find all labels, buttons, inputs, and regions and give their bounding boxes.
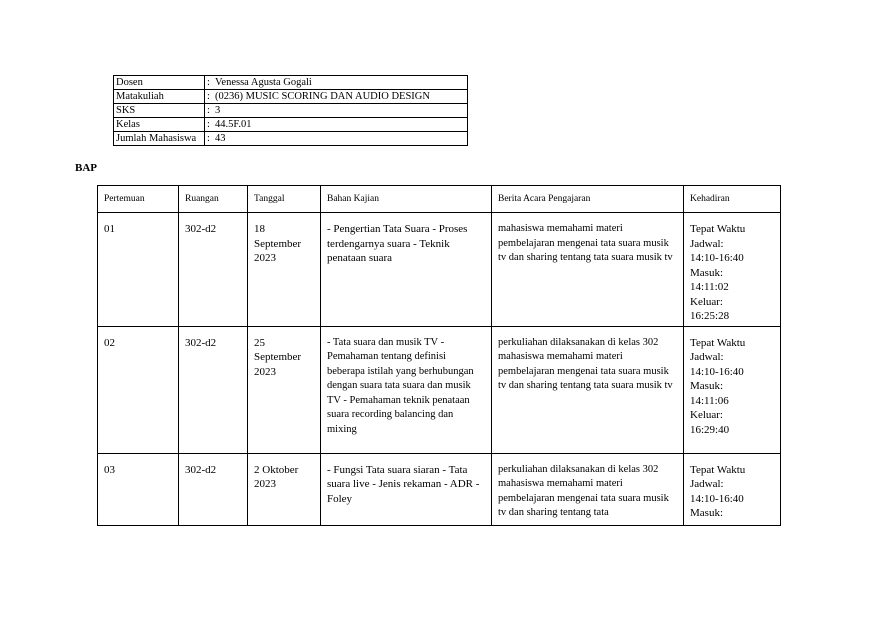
kehadiran-jadwal-time: 14:10-16:40 (690, 252, 744, 264)
kehadiran-keluar-time: 16:29:40 (690, 423, 730, 436)
info-value: (0236) MUSIC SCORING DAN AUDIO DESIGN (213, 90, 468, 104)
info-separator: : (205, 104, 214, 118)
cell-berita-acara: perkuliahan dilaksanakan di kelas 302 mahasiswa memahami materi pembelajaran mengenai tata suara musik tv dan sharing tentang tata suara musik tv (492, 326, 684, 453)
table-row (98, 453, 781, 525)
header-berita-acara: Berita Acara Pengajaran (492, 186, 684, 213)
bap-title: BAP (75, 162, 97, 174)
table-row (98, 326, 781, 453)
info-label: SKS (114, 104, 205, 118)
cell-bahan-kajian: - Fungsi Tata suara siaran - Tata suara live - Jenis rekaman - ADR - Foley (321, 453, 492, 525)
kehadiran-keluar-label: Keluar: (690, 295, 723, 308)
info-row-dosen (114, 76, 468, 90)
cell-kehadiran (684, 213, 781, 327)
cell-tanggal: 25 September 2023 (248, 326, 321, 453)
cell-ruangan: 302-d2 (179, 326, 248, 453)
header-pertemuan: Pertemuan (98, 186, 179, 213)
info-separator: : (205, 118, 214, 132)
kehadiran-keluar-label: Keluar: (690, 409, 723, 421)
kehadiran-jadwal-time: 14:10-16:40 (690, 492, 744, 505)
kehadiran-masuk-label: Masuk: (690, 266, 723, 279)
kehadiran-jadwal-label: Jadwal: (690, 351, 724, 363)
info-value: 44.5F.01 (213, 118, 468, 132)
info-row-jumlah-mahasiswa (114, 132, 468, 146)
cell-pertemuan: 03 (98, 453, 179, 525)
info-row-kelas (114, 118, 468, 132)
kehadiran-status: Tepat Waktu (690, 336, 746, 349)
cell-tanggal: 18 September 2023 (248, 213, 321, 327)
cell-pertemuan: 02 (98, 326, 179, 453)
header-bahan-kajian: Bahan Kajian (321, 186, 492, 213)
cell-ruangan: 302-d2 (179, 453, 248, 525)
kehadiran-keluar-time: 16:25:28 (690, 310, 730, 322)
cell-bahan-kajian: - Pengertian Tata Suara - Proses terdengarnya suara - Teknik penataan suara (321, 213, 492, 327)
cell-kehadiran (684, 453, 781, 525)
cell-bahan-kajian: - Tata suara dan musik TV - Pemahaman tentang definisi beberapa istilah yang berhubungan dengan suara tata suara dan musik TV - Pemahaman teknik penataan suara recording balancing dan mixing (321, 326, 492, 453)
info-value: 3 (213, 104, 468, 118)
info-row-sks (114, 104, 468, 118)
kehadiran-jadwal-label: Jadwal: (690, 478, 724, 490)
kehadiran-masuk-label: Masuk: (690, 380, 723, 392)
bap-header-row (98, 186, 781, 213)
cell-kehadiran (684, 326, 781, 453)
kehadiran-jadwal-label: Jadwal: (690, 237, 724, 250)
info-value: Venessa Agusta Gogali (213, 76, 468, 90)
header-ruangan: Ruangan (179, 186, 248, 213)
kehadiran-status: Tepat Waktu (690, 463, 746, 476)
info-label: Kelas (114, 118, 205, 132)
bap-table (97, 185, 781, 526)
info-value: 43 (213, 132, 468, 146)
kehadiran-jadwal-time: 14:10-16:40 (690, 365, 744, 378)
info-label: Matakuliah (114, 90, 205, 104)
kehadiran-masuk-time: 14:11:06 (690, 394, 729, 407)
info-label: Jumlah Mahasiswa (114, 132, 205, 146)
cell-pertemuan: 01 (98, 213, 179, 327)
info-separator: : (205, 76, 214, 90)
cell-berita-acara: mahasiswa memahami materi pembelajaran mengenai tata suara musik tv dan sharing tentang tata suara musik tv (492, 213, 684, 327)
table-row (98, 213, 781, 327)
cell-berita-acara: perkuliahan dilaksanakan di kelas 302 mahasiswa memahami materi pembelajaran mengenai tata suara musik tv dan sharing tentang tata (492, 453, 684, 525)
course-info-table (113, 75, 468, 146)
kehadiran-status: Tepat Waktu (690, 223, 746, 235)
cell-ruangan: 302-d2 (179, 213, 248, 327)
info-row-matakuliah (114, 90, 468, 104)
info-separator: : (205, 132, 214, 146)
cell-tanggal: 2 Oktober 2023 (248, 453, 321, 525)
info-separator: : (205, 90, 214, 104)
info-label: Dosen (114, 76, 205, 90)
header-kehadiran: Kehadiran (684, 186, 781, 213)
kehadiran-masuk-label: Masuk: (690, 507, 723, 519)
kehadiran-masuk-time: 14:11:02 (690, 281, 729, 293)
header-tanggal: Tanggal (248, 186, 321, 213)
